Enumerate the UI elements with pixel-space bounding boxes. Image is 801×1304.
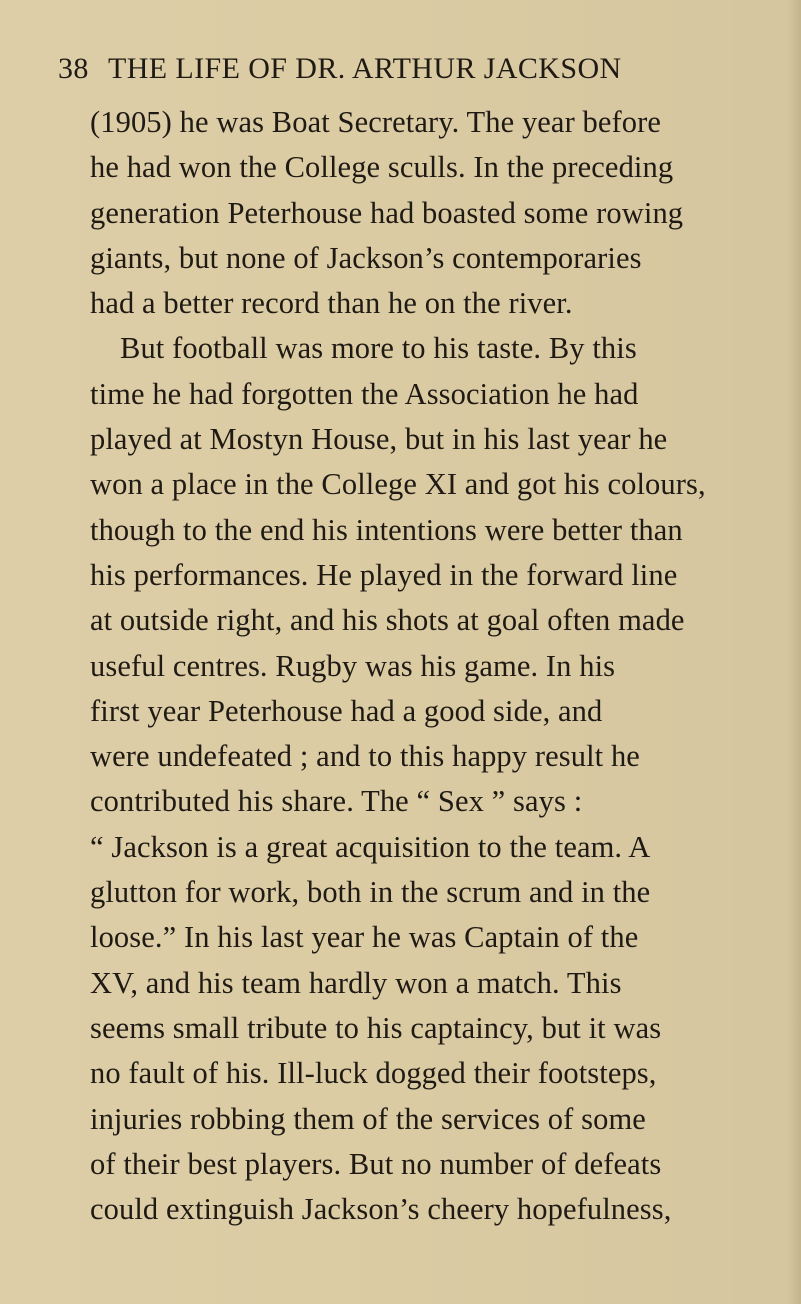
body-text xyxy=(90,100,760,1232)
text-line: loose.” In his last year he was Captain of the xyxy=(90,920,639,955)
text-line: won a place in the College XI and got his colours, xyxy=(90,467,706,502)
text-line: played at Mostyn House, but in his last year he xyxy=(90,422,668,457)
text-line: time he had forgotten the Association he had xyxy=(90,376,639,411)
text-line: XV, and his team hardly won a match. This xyxy=(90,965,622,1000)
text-line: at outside right, and his shots at goal often made xyxy=(90,603,685,638)
text-line: injuries robbing them of the services of some xyxy=(90,1101,646,1136)
text-line: seems small tribute to his captaincy, but it was xyxy=(90,1010,662,1045)
text-line: of their best players. But no number of defeats xyxy=(90,1146,662,1181)
text-line: could extinguish Jackson’s cheery hopefulness, xyxy=(90,1192,672,1227)
text-line: contributed his share. The “ Sex ” says : xyxy=(90,784,583,819)
page-edge-shadow xyxy=(787,0,801,1304)
running-head-title: THE LIFE OF DR. ARTHUR JACKSON xyxy=(108,52,622,85)
text-line: no fault of his. Ill-luck dogged their footsteps, xyxy=(90,1056,657,1091)
text-line: first year Peterhouse had a good side, and xyxy=(90,693,603,728)
text-line: (1905) he was Boat Secretary. The year before xyxy=(90,105,662,139)
text-line: useful centres. Rugby was his game. In his xyxy=(90,648,616,683)
text-line: though to the end his intentions were better than xyxy=(90,512,683,547)
text-line: were undefeated ; and to this happy result he xyxy=(90,739,640,774)
text-line: generation Peterhouse had boasted some rowing xyxy=(90,195,684,230)
text-line: But football was more to his taste. By this xyxy=(120,331,637,366)
text-line: he had won the College sculls. In the preceding xyxy=(90,150,674,185)
text-line: glutton for work, both in the scrum and in the xyxy=(90,875,651,910)
page-number: 38 xyxy=(58,52,89,85)
text-line: his performances. He played in the forward line xyxy=(90,557,678,592)
running-head xyxy=(58,52,748,94)
text-line: giants, but none of Jackson’s contemporaries xyxy=(90,240,642,275)
text-line: had a better record than he on the river. xyxy=(90,286,573,321)
text-line: “ Jackson is a great acquisition to the team. A xyxy=(90,829,651,864)
